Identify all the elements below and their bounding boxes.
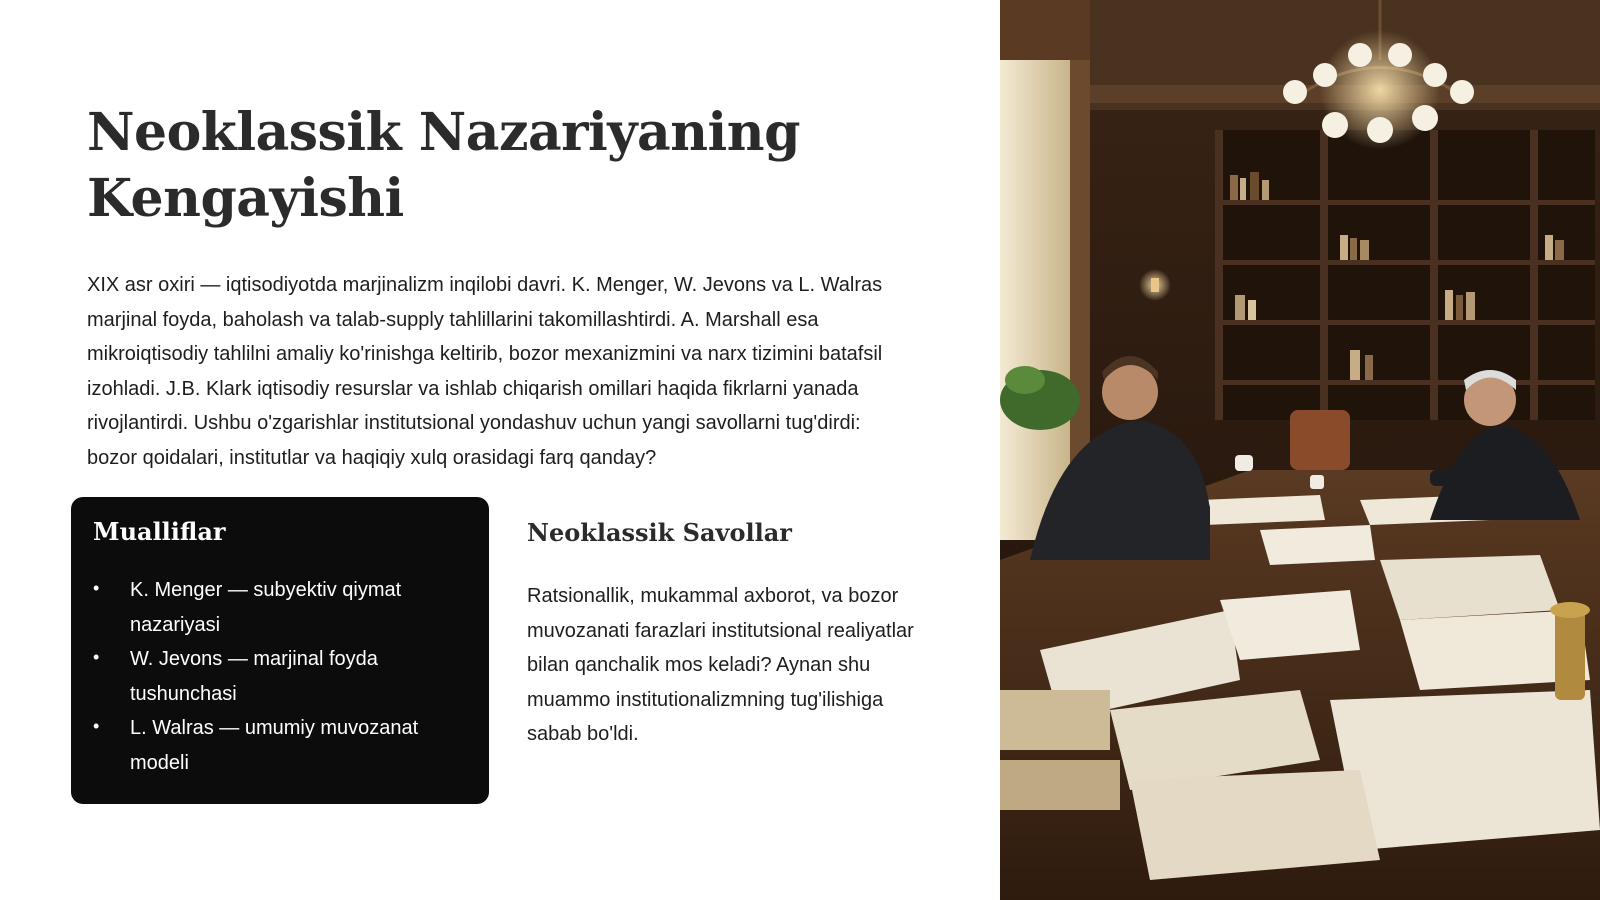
bullet-icon: •	[93, 716, 100, 737]
library-meeting-photo	[1000, 0, 1600, 900]
author-item-text: W. Jevons — marjinal foyda tushunchasi	[130, 648, 378, 705]
author-item	[93, 711, 473, 780]
authors-card-title: Mualliflar	[93, 517, 226, 546]
bookshelves	[1215, 130, 1595, 420]
authors-card	[71, 497, 489, 804]
bullet-icon: •	[93, 647, 100, 668]
author-item-text: L. Walras — umumiy muvozanat modeli	[130, 717, 419, 774]
slide-title: Neoklassik Nazariyaning Kengayishi	[87, 102, 800, 229]
questions-text: Ratsionallik, mukammal axborot, va bozor muvozanati farazlari institutsional realiyatlar bilan qanchalik mos keladi? Aynan shu muammo institutionalizmning tug'ilishiga sabab bo'ldi.	[527, 585, 914, 746]
intro-paragraph: XIX asr oxiri — iqtisodiyotda marjinalizm inqilobi davri. K. Menger, W. Jevons va L. Walras marjinal foyda, baholash va talab-supply tahlillarini takomillashtirdi. A. Marshall esa mikroiqtisodiy tahlilni amaliy ko'rinishga keltirib, bozor mexanizmini va narx tizimini batafsil izohladi. J.B. Klark iqtisodiy resurslar va ishlab chiqarish omillari haqida fikrlarni yanada rivojlantirdi. Ushbu o'zgarishlar institutsional yondashuv uchun yangi savollarni tug'dirdi: bozor qoidalari, institutlar va haqiqiy xulq orasidagi farq qanday?	[87, 274, 883, 469]
questions-title: Neoklassik Savollar	[527, 518, 792, 547]
author-item	[93, 642, 473, 711]
library-meeting-illustration	[1000, 0, 1600, 900]
author-item-text: K. Menger — subyektiv qiymat nazariyasi	[130, 579, 402, 636]
author-item	[93, 573, 473, 642]
bullet-icon: •	[93, 578, 100, 598]
authors-list	[93, 573, 473, 781]
